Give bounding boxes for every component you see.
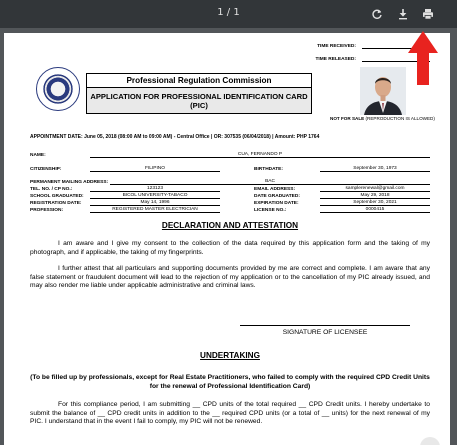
rotate-icon[interactable]	[367, 4, 387, 24]
citizenship-label: CITIZENSHIP:	[30, 167, 62, 172]
attestation-paragraph: I further attest that all particulars and supporting documents provided by me are correct and complete. I am aware that any false statement or fraudulent document will lead to the rejection of my application or to the cancellation of my PIC already issued, and may also render me liable under applicable administrative and criminal laws.	[30, 265, 430, 290]
date-graduated-label: DATE GRADUATED:	[254, 194, 300, 199]
signature-line	[240, 325, 410, 326]
cpd-undertaking-paragraph: For this compliance period, I am submitting __ CPD units of the total required __ CPD Credit units. I hereby undertake to submit the balance of __ CPD credit units in addition to the __ required CPD units (or a total of __ units) for the next renewal of my PIC. I understand that in the event I fail to comply, my PIC will not be renewed.	[30, 401, 430, 426]
appointment-line: APPOINTMENT DATE: June 05, 2018 (08:00 AM to 09:00 AM) - Central Office | OR: 307535 (06/04/2018) | Amount: PHP 1764	[30, 134, 320, 140]
time-received-label: TIME RECEIVED:	[317, 44, 356, 49]
pdf-toolbar	[0, 0, 457, 28]
mailing-address-value: BAC	[110, 179, 430, 185]
prc-seal-logo	[36, 67, 80, 111]
mailing-address-label: PERMANENT MAILING ADDRESS:	[30, 180, 109, 185]
citizenship-value: FILIPINO	[90, 166, 220, 172]
print-icon[interactable]	[418, 4, 438, 24]
name-label: NAME:	[30, 153, 46, 158]
tel-value: 123123	[90, 186, 220, 192]
school-value: BICOL UNIVERSITY-TABACO	[90, 193, 220, 199]
applicant-photo	[360, 67, 406, 115]
pdf-page	[4, 33, 450, 445]
undertaking-subheading: (To be filled up by professionals, except for Real Estate Practitioners, who failed to comply with the required CPD Credit Units for the renewal of Professional Identification Card)	[30, 374, 430, 390]
tel-label: TEL. NO. / CP NO.:	[30, 187, 73, 192]
expiration-date-label: EXPIRATION DATE:	[254, 201, 299, 206]
birthdate-label: BIRTHDATE:	[254, 167, 283, 172]
declaration-heading: DECLARATION AND ATTESTATION	[161, 221, 299, 230]
red-arrow-annotation	[408, 31, 438, 85]
download-icon[interactable]	[393, 4, 413, 24]
expiration-date-value: September 30, 2021	[320, 200, 430, 206]
time-released-label: TIME RELEASED:	[315, 57, 356, 62]
license-no-label: LICENSE NO.:	[254, 208, 287, 213]
undertaking-heading: UNDERTAKING	[200, 351, 260, 360]
profession-label: PROFESSION:	[30, 208, 64, 213]
school-label: SCHOOL GRADUATED:	[30, 194, 84, 199]
reproduction-note: (REPRODUCTION IS ALLOWED)	[365, 116, 435, 121]
signature-label: SIGNATURE OF LICENSEE	[282, 329, 368, 336]
form-title-box	[86, 73, 312, 114]
name-value: CUA, FERNANDO P	[90, 152, 430, 158]
registration-date-label: REGISTRATION DATE:	[30, 201, 82, 206]
commission-name: Professional Regulation Commission	[87, 74, 311, 88]
application-title: APPLICATION FOR PROFESSIONAL IDENTIFICATION CARD (PIC)	[87, 88, 311, 113]
page-indicator: 1 / 1	[217, 7, 240, 18]
birthdate-value: September 30, 1973	[320, 166, 430, 172]
date-graduated-value: May 29, 2018	[320, 193, 430, 199]
email-value: samplerenewal@gmail.com	[320, 186, 430, 192]
registration-date-value: May 14, 1996	[90, 200, 220, 206]
not-for-sale-label: NOT FOR SALE	[330, 116, 365, 121]
license-no-value: 0000415	[320, 207, 430, 213]
profession-value: REGISTERED MASTER ELECTRICIAN	[90, 207, 220, 213]
email-label: EMAIL ADDRESS:	[254, 187, 296, 192]
not-for-sale-note	[330, 116, 435, 121]
consent-paragraph: I am aware and I give my consent to the collection of the data required by this application form and the taking of my photograph, and if applicable, the taking of my fingerprints.	[30, 240, 430, 256]
